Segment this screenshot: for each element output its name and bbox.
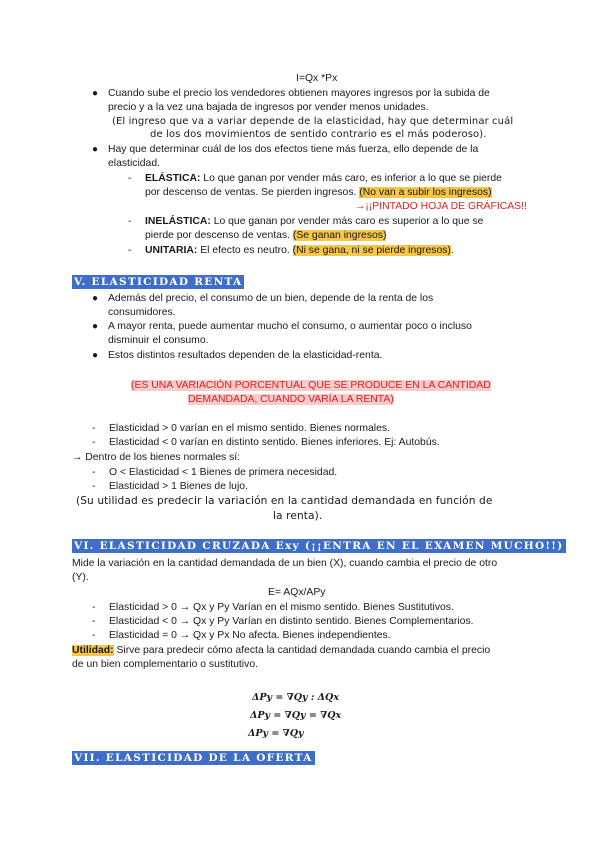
intro-bullet-2-line-2: elasticidad. (108, 158, 160, 169)
elastica-graph-note: →¡¡PINTADO HOJA DE GRÁFICAS!! (355, 201, 527, 212)
income-formula: I=Qx *Px (296, 73, 338, 84)
inelastica-highlight: (Se ganan ingresos) (292, 230, 387, 241)
renta-rule-2: Elasticidad < 0 varían en distinto sentido. Bienes inferiores. Ej: Autobús. (109, 437, 440, 448)
renta-utility-line-2: la renta). (273, 510, 323, 522)
intro-bullet-1-line-2: precio y a la vez una bajada de ingresos por vender menos unidades. (108, 102, 429, 113)
intro-note-line-2: de los dos movimientos de sentido contrario es el más poderoso). (150, 129, 487, 140)
intro-bullet-2-line-1: Hay que determinar cuál de los dos efectos tiene más fuerza, ello depende de la (108, 144, 479, 155)
utilidad-text-1: Sirve para predecir cómo afecta la cantidad demandada cuando cambia el precio (113, 645, 491, 656)
unitaria-highlight: (Ni se gana, ni se pierde ingresos) (292, 245, 451, 256)
dash-icon: - (92, 437, 96, 448)
cruzada-intro-line-2: (Y). (72, 572, 89, 583)
dash-icon: - (128, 245, 132, 256)
intro-note-line-1: (El ingreso que va a variar depende de la elasticidad, hay que determinar cuál (112, 116, 514, 127)
renta-rule-3: O < Elasticidad < 1 Bienes de primera necesidad. (109, 467, 338, 478)
cruzada-rule-1: Elasticidad > 0 → Qx y Py Varían en el mismo sentido. Bienes Sustitutivos. (109, 602, 454, 613)
unitaria-label: UNITARIA: (145, 245, 198, 256)
utilidad-label: Utilidad: (72, 645, 114, 656)
renta-rule-4: Elasticidad > 1 Bienes de lujo. (109, 481, 248, 492)
section-6-heading: VI. ELASTICIDAD CRUZADA Exy (¡¡ENTRA EN EL EXAMEN MUCHO!!) (74, 540, 564, 552)
renta-bullet-3: Estos distintos resultados dependen de la elasticidad-renta. (108, 350, 383, 361)
renta-utility-line-1: (Su utilidad es predecir la variación en la cantidad demandada en función de (76, 495, 493, 507)
cruzada-utilidad-line-2: de un bien complementario o sustitutivo. (72, 659, 258, 670)
cruzada-formula: E= AQx/APy (268, 587, 326, 598)
renta-bullet-1-line-2: consumidores. (108, 307, 176, 318)
inelastica-line-1 (145, 215, 483, 228)
dash-icon: - (128, 216, 132, 227)
inelastica-line-2 (145, 229, 386, 242)
elastica-line-1 (145, 172, 502, 185)
dash-icon: - (92, 602, 96, 613)
handwritten-formula-1: ΔPy = ∇Qy : ΔQx (252, 692, 339, 703)
renta-bullet-1-line-1: Además del precio, el consumo de un bien, depende de la renta de los (108, 293, 434, 304)
inelastica-label: INELÁSTICA: (145, 216, 211, 227)
normal-goods-intro: → Dentro de los bienes normales sí: (72, 452, 241, 463)
dash-icon: - (92, 481, 96, 492)
elastica-highlight: (No van a subir los ingresos) (359, 187, 492, 198)
cruzada-rule-3: Elasticidad = 0 → Qx y Px No afecta. Bienes independientes. (109, 630, 391, 641)
dash-icon: - (92, 423, 96, 434)
cruzada-intro-line-1: Mide la variación en la cantidad demandada de un bien (X), cuando cambia el precio de otro (72, 558, 498, 569)
unitaria-text: El efecto es neutro. (197, 245, 293, 256)
inelastica-text-1: Lo que ganan por vender más caro es superior a lo que se (210, 216, 484, 227)
bullet-icon: ● (92, 321, 99, 332)
intro-bullet-1-line-1: Cuando sube el precio los vendedores obtienen mayores ingresos por la subida de (108, 88, 490, 99)
bullet-icon: ● (92, 88, 99, 99)
inelastica-text-2: pierde por descenso de ventas. (145, 230, 293, 241)
renta-rule-1: Elasticidad > 0 varían en el mismo sentido. Bienes normales. (109, 423, 390, 434)
renta-definition-line-1: (ES UNA VARIACIÓN PORCENTUAL QUE SE PRODUCE EN LA CANTIDAD (131, 380, 491, 391)
cruzada-utilidad-line-1 (72, 644, 490, 657)
renta-definition-line-2: DEMANDADA, CUANDO VARÍA LA RENTA) (188, 394, 394, 405)
dash-icon: - (128, 173, 132, 184)
elastica-text-2: por descenso de ventas. Se pierden ingresos. (145, 187, 360, 198)
handwritten-formula-3: ΔPy = ∇Qy (248, 728, 304, 739)
dash-icon: - (92, 616, 96, 627)
elastica-text-1: Lo que ganan por vender más caro, es inferior a lo que se pierde (200, 173, 502, 184)
section-5-heading: V. ELASTICIDAD RENTA (74, 276, 243, 288)
unitaria-end: . (450, 245, 454, 256)
section-7-heading: VII. ELASTICIDAD DE LA OFERTA (74, 752, 313, 764)
bullet-icon: ● (92, 350, 99, 361)
renta-bullet-2-line-1: A mayor renta, puede aumentar mucho el consumo, o aumentar poco o incluso (108, 321, 472, 332)
cruzada-rule-2: Elasticidad < 0 → Qx y Py Varían en distinto sentido. Bienes Complementarios. (109, 616, 474, 627)
elastica-line-2 (145, 186, 492, 199)
dash-icon: - (92, 467, 96, 478)
bullet-icon: ● (92, 293, 99, 304)
bullet-icon: ● (92, 144, 99, 155)
handwritten-formula-2: ΔPy = ∇Qy = ∇Qx (250, 710, 342, 721)
renta-bullet-2-line-2: disminuir el consumo. (108, 335, 209, 346)
elastica-label: ELÁSTICA: (145, 173, 201, 184)
dash-icon: - (92, 630, 96, 641)
unitaria-line (145, 244, 454, 257)
